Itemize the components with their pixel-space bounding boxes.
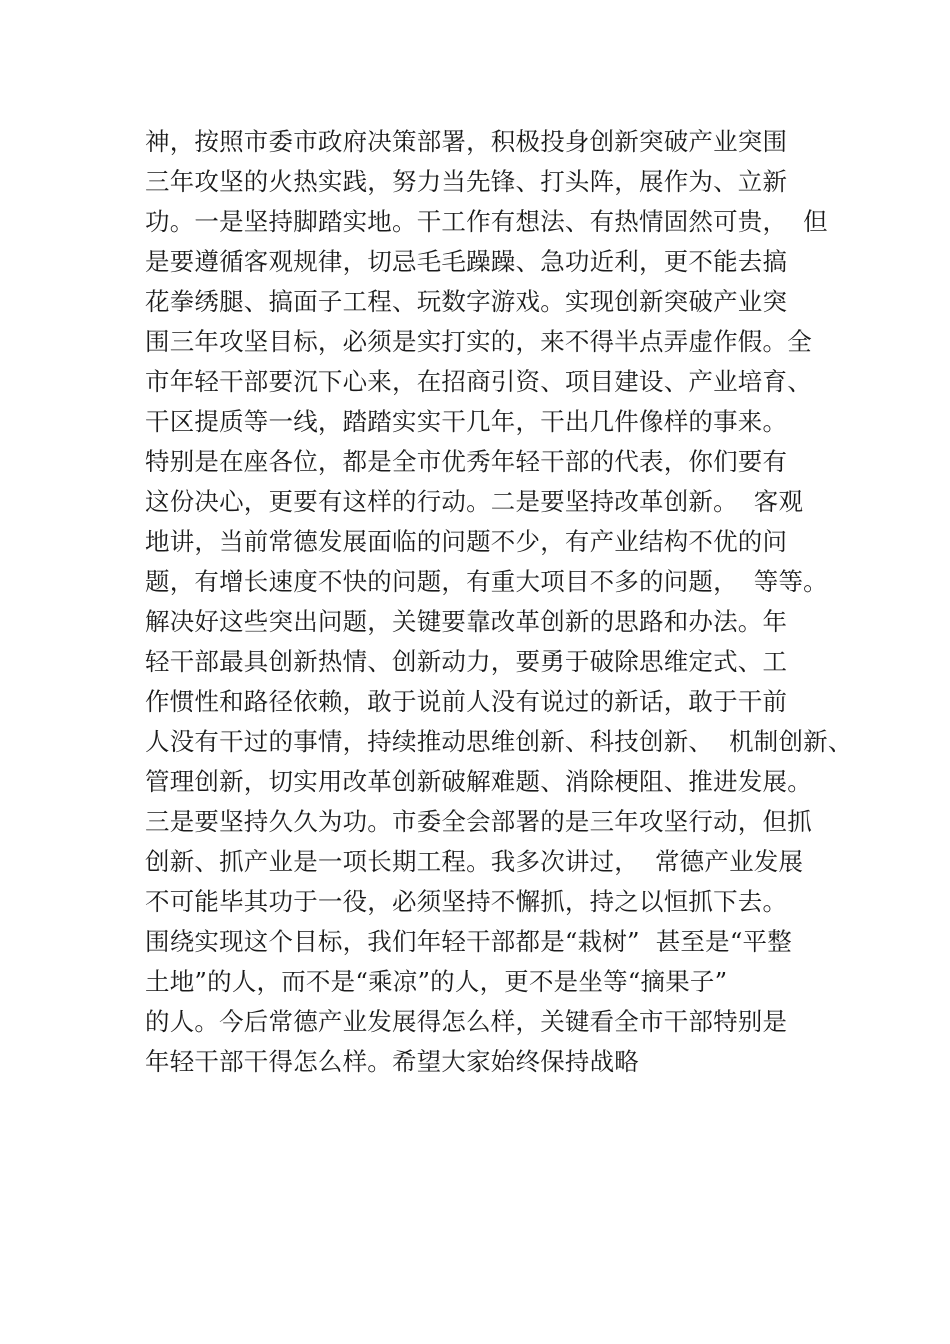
- text-line: 是要遵循客观规律，切忌毛毛躁躁、急功近利，更不能去搞: [145, 247, 788, 276]
- text-line: ⼲区提质等一线，踏踏实实干几年，干出几件像样的事来。: [145, 407, 788, 436]
- text-line: 的人。今后常德产业发展得怎么样，关键看全市干部特别是: [145, 1007, 788, 1036]
- text-line: 解决好这些突出问题，关键要靠改革创新的思路和办法。年: [145, 607, 788, 636]
- body-text: [145, 122, 853, 1082]
- text-line: 作惯性和路径依赖，敢于说前人没有说过的新话，敢于干前: [145, 687, 788, 716]
- text-line: 功。一是坚持脚踏实地。干工作有想法、有热情固然可贵， 但: [145, 207, 828, 236]
- text-line: 围三年攻坚目标，必须是实打实的，来不得半点弄虚作假。全: [145, 327, 812, 356]
- text-line: 神，按照市委市政府决策部署，积极投身创新突破产业突围: [145, 127, 788, 156]
- text-line: 三是要坚持久久为功。市委全会部署的是三年攻坚行动，但抓: [145, 807, 812, 836]
- text-line: 轻干部最具创新热情、创新动力，要勇于破除思维定式、工: [145, 647, 788, 676]
- text-line: 市年轻干部要沉下心来，在招商引资、项目建设、产业培育、: [145, 367, 812, 396]
- text-line: 围绕实现这个目标，我们年轻干部都是“栽树” 甚至是“平整: [145, 927, 792, 956]
- text-line: 创新、抓产业是一项长期工程。我多次讲过， 常德产业发展: [145, 847, 804, 876]
- text-line: 这份决心，更要有这样的行动。二是要坚持改革创新。 客观: [145, 487, 804, 516]
- text-line: 土地”的人，而不是“乘凉”的人，更不是坐等“摘果子”: [145, 967, 728, 996]
- text-line: 地讲，当前常德发展面临的问题不少，有产业结构不优的问: [145, 527, 788, 556]
- text-line: 三年攻坚的火热实践，努力当先锋、打头阵，展作为、立新: [145, 167, 788, 196]
- text-line: 人没有干过的事情，持续推动思维创新、科技创新、 机制创新、: [145, 727, 853, 756]
- text-line: 管理创新，切实用改革创新破解难题、消除梗阻、推进发展。: [145, 767, 812, 796]
- text-line: 不可能毕其功于一役，必须坚持不懈抓，持之以恒抓下去。: [145, 887, 788, 916]
- text-line: 花拳绣腿、搞面子工程、玩数字游戏。实现创新突破产业突: [145, 287, 788, 316]
- text-line: 年轻干部干得怎么样。希望大家始终保持战略: [145, 1047, 639, 1076]
- text-line: 题，有增长速度不快的问题，有重大项目不多的问题， 等等。: [145, 567, 828, 596]
- text-line: 特别是在座各位，都是全市优秀年轻干部的代表，你们要有: [145, 447, 788, 476]
